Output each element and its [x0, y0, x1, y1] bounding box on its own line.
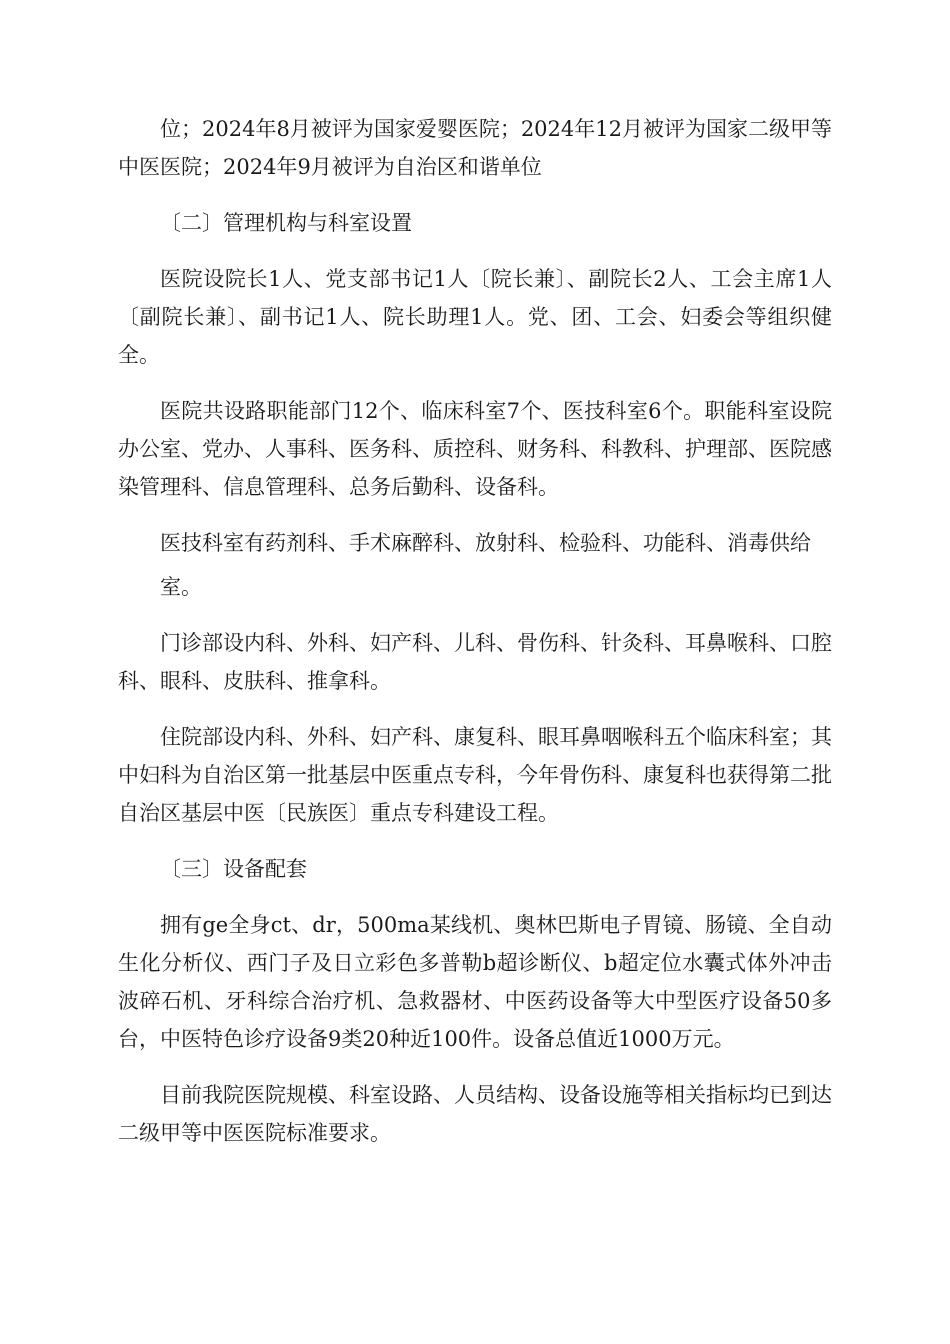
paragraph-medtech-continued: 室。: [160, 575, 202, 599]
paragraph-outpatient: 门诊部设内科、外科、妇产科、儿科、骨伤科、针灸科、耳鼻喉科、口腔科、眼科、皮肤科、推拿科。: [118, 631, 832, 693]
paragraph-medtech: 医技科室有药剂科、手术麻醉科、放射科、检验科、功能科、消毒供给: [160, 531, 811, 555]
paragraph-departments: 医院共设路职能部门12个、临床科室7个、医技科室6个。职能科室设院办公室、党办、人事科、医务科、质控科、财务科、科教科、护理部、医院感染管理科、信息管理科、总务后勤科、设备科。: [118, 399, 832, 499]
section-heading-equipment: 〔三〕设备配套: [160, 857, 307, 881]
paragraph-inpatient: 住院部设内科、外科、妇产科、康复科、眼耳鼻咽喉科五个临床科室；其中妇科为自治区第一批基层中医重点专科，今年骨伤科、康复科也获得第二批自治区基层中医〔民族医〕重点专科建设工程。: [118, 725, 832, 825]
paragraph-honors: 位；2024年8月被评为国家爱婴医院；2024年12月被评为国家二级甲等中医医院；2024年9月被评为自治区和谐单位: [118, 117, 832, 179]
section-heading-management: 〔二〕管理机构与科室设置: [160, 211, 412, 235]
paragraph-equipment: 拥有ge全身ct、dr，500ma某线机、奥林巴斯电子胃镜、肠镜、全自动生化分析仪、西门子及日立彩色多普勒b超诊断仪、b超定位水囊式体外冲击波碎石机、牙科综合治疗机、急救器材、中医药设备等大中型医疗设备50多台，中医特色诊疗设备9类20种近100件。设备总值近1000万元。: [118, 913, 832, 1051]
paragraph-conclusion: 目前我院医院规模、科室设路、人员结构、设备设施等相关指标均已到达二级甲等中医医院标准要求。: [118, 1083, 832, 1145]
paragraph-leadership: 医院设院长1人、党支部书记1人〔院长兼〕、副院长2人、工会主席1人〔副院长兼〕、副书记1人、院长助理1人。党、团、工会、妇委会等组织健全。: [118, 267, 832, 367]
